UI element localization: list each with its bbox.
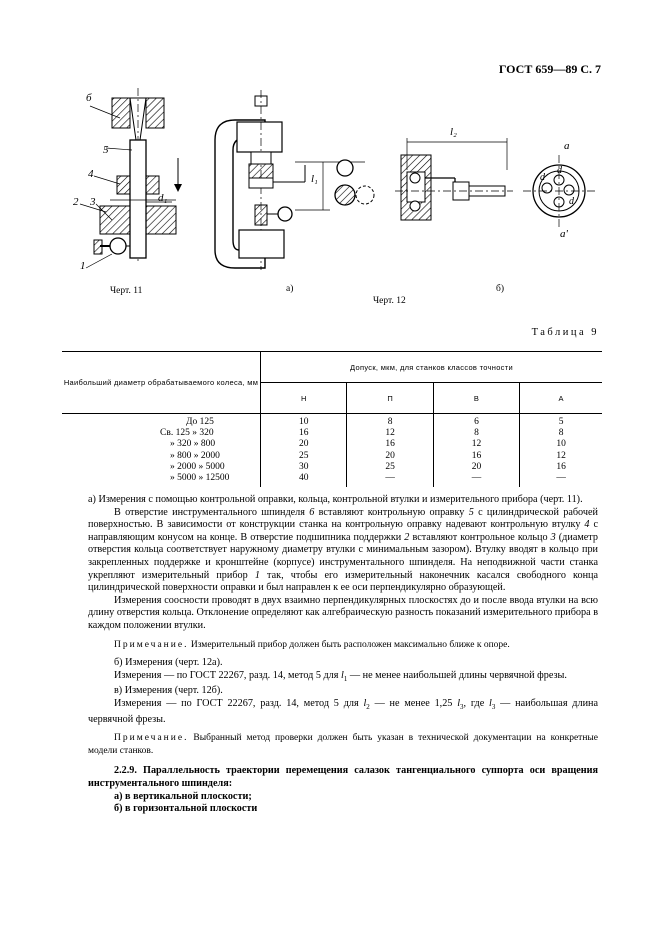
text-span: вставляют контрольное кольцо <box>409 531 551 543</box>
table-cell: 40 <box>298 473 309 484</box>
table-class-a: А <box>520 383 602 414</box>
note-label: Примечание. <box>114 733 189 744</box>
fig12a-sublabel: а) <box>286 284 294 294</box>
page-header: ГОСТ 659—89 С. 7 <box>498 62 601 76</box>
figure-12a-drawing <box>205 90 380 275</box>
paragraph-b-method <box>88 670 598 686</box>
table-header-tolerance: Допуск, мкм, для станков классов точности <box>261 352 603 383</box>
table-cell: 16 <box>298 428 309 439</box>
paragraph-method <box>88 507 598 595</box>
table-cell: 5 <box>558 417 564 427</box>
text-span: с направляющим конусом на конце. В отверстие подшипника поддержки <box>88 519 598 543</box>
table-range: Св. 125 » 320 <box>160 428 214 439</box>
fig12a-label-l1: l₁ <box>311 173 318 185</box>
ref-num: 6 <box>309 506 315 518</box>
table-col-a <box>520 414 602 488</box>
text-span: а) в вертикальной плоскости; <box>114 790 252 802</box>
subscript: 1 <box>343 674 348 683</box>
note-2 <box>88 732 598 757</box>
text-span: Измерения — по ГОСТ 22267, разд. 14, метод 5 для <box>114 697 364 709</box>
table-class-h: Н <box>261 383 347 414</box>
ref-num: 5 <box>468 506 474 518</box>
table-col-v <box>433 414 519 488</box>
paragraph-b <box>88 657 598 670</box>
table-cell: 30 <box>298 461 309 472</box>
fig12-caption: Черт. 12 <box>373 296 406 306</box>
table-cell: 8 <box>558 428 564 439</box>
paragraph-coaxiality <box>88 595 598 633</box>
table-cell: 12 <box>385 428 395 439</box>
fig11-label-1: 1 <box>80 260 86 272</box>
table-cell: 8 <box>387 417 393 427</box>
table-cell: — <box>471 473 482 484</box>
text-span: Выбранный метод проверки должен быть указан в технической документации на конкретные модели станков. <box>88 733 598 756</box>
table-class-v: В <box>433 383 519 414</box>
symbol: l <box>489 697 492 709</box>
table-cell: 16 <box>556 461 566 472</box>
fig11-label-d1: d₁ <box>158 192 168 204</box>
tolerance-table <box>62 351 602 487</box>
table-cell: 16 <box>385 439 395 450</box>
table-cell: 10 <box>556 439 566 450</box>
table-col-h <box>261 414 347 488</box>
fig12b-label-d3: d <box>569 196 574 207</box>
ref-num: 1 <box>254 569 260 581</box>
table-class-p: П <box>347 383 433 414</box>
text-span: В отверстие инструментального шпинделя <box>114 506 310 518</box>
text-span: б) Измерения (черт. 12а). <box>114 657 223 669</box>
fig11-label-2: 2 <box>73 196 79 208</box>
text-span: а) Измерения с помощью контрольной оправки, кольца, контрольной втулки и измерительного прибора (черт. 11). <box>88 494 583 505</box>
paragraph-a <box>88 494 598 507</box>
ref-num: 4 <box>584 519 590 531</box>
section-2-2-9-b <box>88 803 598 816</box>
fig12b-sublabel: б) <box>496 284 504 294</box>
table-cell: 12 <box>556 450 566 461</box>
text-span: Измерения — по ГОСТ 22267, разд. 14, метод 5 для <box>114 669 341 681</box>
table-range: » 2000 » 5000 <box>170 461 225 472</box>
text-span: с цилиндрической рабочей поверхностью. В зависимости от конструкции станка на контрольную оправку надевают контрольную втулку <box>88 506 598 531</box>
table-range: » 800 » 2000 <box>170 450 220 461</box>
note-label: Примечание. <box>114 639 189 650</box>
table-cell: — <box>385 473 395 484</box>
note-1 <box>88 639 598 652</box>
table-cell: 6 <box>474 417 479 427</box>
table-cell: — <box>556 473 566 484</box>
fig12b-label-d2: d <box>557 165 562 176</box>
figure-11-drawing <box>60 88 200 278</box>
fig11-caption: Черт. 11 <box>110 286 143 296</box>
subscript: 2 <box>366 702 370 711</box>
fig11-label-6: б <box>86 92 92 104</box>
table-cell: 10 <box>298 417 309 427</box>
table-cell: 20 <box>385 450 395 461</box>
fig11-label-3: 3 <box>90 196 96 208</box>
fig12b-label-a: a <box>564 140 570 152</box>
paragraph-v <box>88 685 598 698</box>
table-cell: 16 <box>471 450 482 461</box>
text-span: — не менее 1,25 <box>369 697 458 709</box>
section-heading: 2.2.9. Параллельность траектории перемещения салазок тангенциального суппорта оси вращения инструментального шпинделя: <box>88 765 598 789</box>
table-range: » 5000 » 12500 <box>170 473 230 484</box>
text-span: в) Измерения (черт. 12б). <box>114 685 223 697</box>
table-col-p <box>347 414 433 488</box>
paragraph-v-method <box>88 698 598 726</box>
fig12b-label-l2: l₂ <box>450 126 457 138</box>
text-span: б) в горизонтальной плоскости <box>114 803 258 815</box>
text-span: — наибольшая длина червячной фрезы. <box>88 697 598 725</box>
table-cell: 25 <box>298 450 309 461</box>
fig11-label-4: 4 <box>88 168 94 180</box>
subscript: 3 <box>460 702 464 711</box>
table-cell: 20 <box>471 461 482 472</box>
table-cell: 12 <box>471 439 482 450</box>
table-cell: 8 <box>474 428 479 439</box>
symbol: l <box>457 697 461 709</box>
text-span: — не менее наибольшей длины червячной фрезы. <box>347 669 567 681</box>
table-cell: 25 <box>385 461 395 472</box>
section-2-2-9-a <box>88 791 598 804</box>
subscript: 3 <box>491 702 496 711</box>
ref-num: 3 <box>550 531 556 543</box>
text-span: , где <box>463 697 490 709</box>
ref-num: 2 <box>404 531 410 543</box>
fig12b-label-a-prime: a' <box>560 228 568 240</box>
fig11-label-5: 5 <box>103 144 109 156</box>
text-span: вставляют контрольную оправку <box>314 506 469 518</box>
text-span: Измерения соосности проводят в двух взаимно перпендикулярных плоскостях до и после ввода втулки на всю длину отверстия кольца. Отклонение определяют как алгебраическую разность показаний измерительного прибора в каждом положении втулки. <box>88 594 598 631</box>
symbol: l <box>341 669 344 681</box>
table-cell: 20 <box>298 439 309 450</box>
fig12b-label-d1: d <box>540 172 545 183</box>
table-range: » 320 » 800 <box>170 439 216 450</box>
section-2-2-9 <box>88 765 598 790</box>
text-span: так, чтобы его измерительный наконечник касался свободного конца цилиндрической поверхности оправки и был направлен к ее оси перпендикулярно образующей. <box>88 569 598 594</box>
text-span: Измерительный прибор должен быть расположен максимально ближе к опоре. <box>188 639 510 650</box>
table-ranges <box>62 414 261 488</box>
text-span: (диаметр отверстия кольца соответствует наружному диаметру втулки с минимальным зазором). Втулку вводят в кольцо при закрепленных поддержке и кронштейне (корпусе) инструментального шпинделя. На неподвижной части станка укрепляют измерительный прибор <box>88 531 598 581</box>
table-header-diameter: Наибольший диаметр обрабатываемого колеса, мм <box>62 352 261 414</box>
body-text <box>88 494 598 816</box>
table-title: Таблица 9 <box>531 327 599 338</box>
table-range: До 125 <box>186 417 214 427</box>
symbol: l <box>363 697 367 709</box>
